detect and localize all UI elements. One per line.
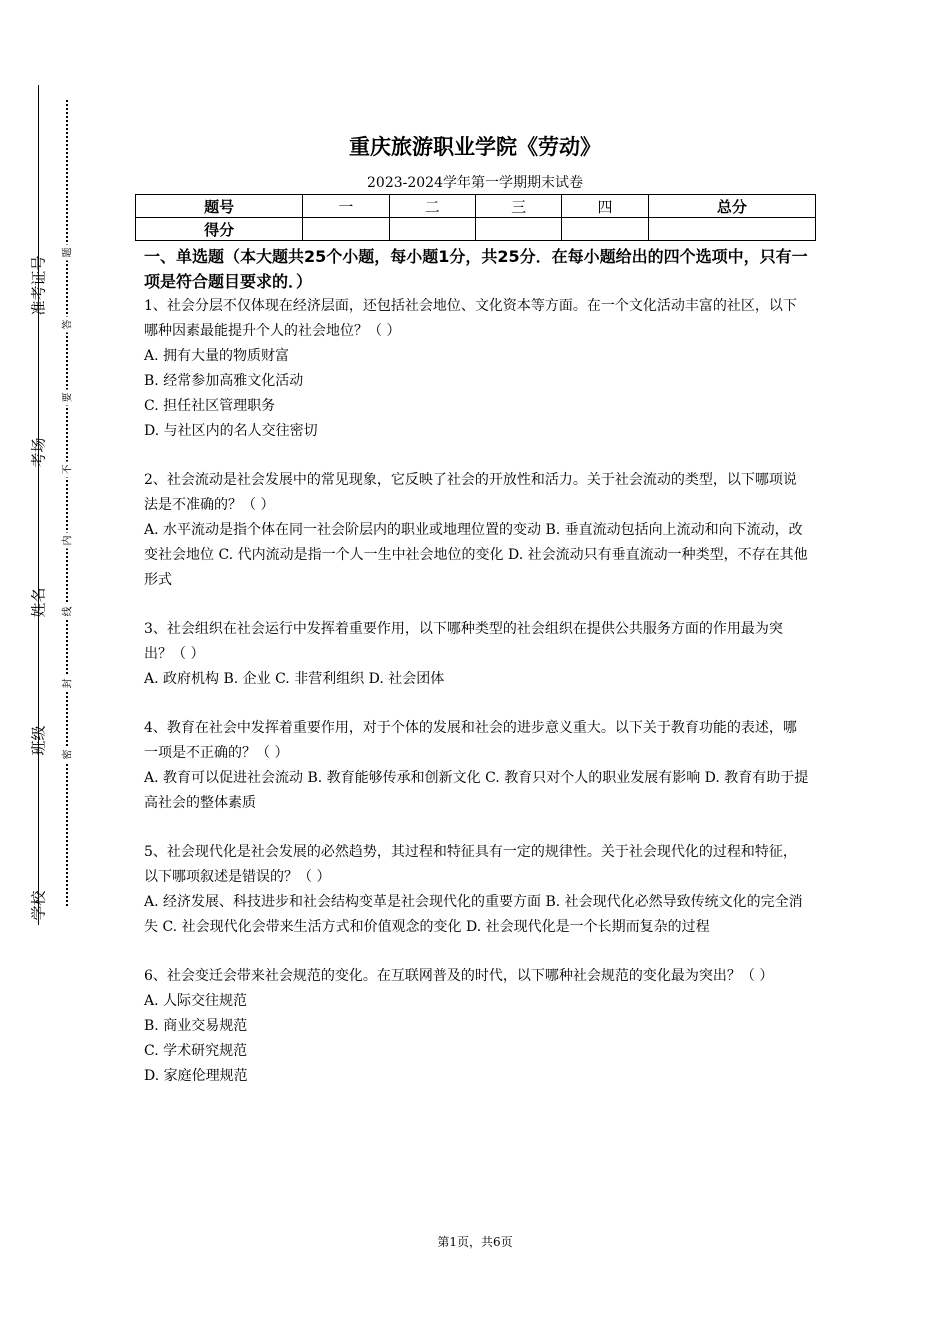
binding-label-exam-room: 考场 bbox=[29, 437, 48, 468]
question-option: A. 人际交往规范 bbox=[144, 993, 248, 1009]
seal-char: 线 bbox=[59, 604, 74, 620]
question-options-inline: A. 政府机构 B. 企业 C. 非营利组织 D. 社会团体 bbox=[144, 671, 445, 687]
score-header-cell: 总分 bbox=[648, 195, 815, 218]
binding-label-exam-number: 准考证号 bbox=[29, 255, 48, 316]
question-option: B. 经常参加高雅文化活动 bbox=[144, 373, 304, 389]
page-number: 第1页，共6页 bbox=[437, 1235, 513, 1249]
binding-line bbox=[38, 85, 39, 925]
question-option: D. 与社区内的名人交往密切 bbox=[144, 423, 318, 439]
score-cell[interactable] bbox=[303, 218, 389, 241]
seal-char: 要 bbox=[59, 390, 74, 406]
binding-label-name: 姓名 bbox=[29, 587, 48, 618]
question-options-inline: A. 经济发展、科技进步和社会结构变革是社会现代化的重要方面 B. 社会现代化必然导致传统文化的完全消失 C. 社会现代化会带来生活方式和价值观念的变化 D. 社会现代化是一个长期而复杂的过程 bbox=[144, 894, 803, 935]
score-header-cell: 四 bbox=[562, 195, 648, 218]
question-options-inline: A. 教育可以促进社会流动 B. 教育能够传承和创新文化 C. 教育只对个人的职业发展有影响 D. 教育有助于提高社会的整体素质 bbox=[144, 770, 809, 811]
seal-char: 密 bbox=[59, 747, 74, 763]
question-option: C. 担任社区管理职务 bbox=[144, 398, 276, 414]
score-table-header-row bbox=[136, 195, 816, 218]
seal-char: 封 bbox=[59, 676, 74, 692]
score-header-cell: 三 bbox=[475, 195, 561, 218]
question-options-inline: A. 水平流动是指个体在同一社会阶层内的职业或地理位置的变动 B. 垂直流动包括向上流动和向下流动，改变社会地位 C. 代内流动是指一个人一生中社会地位的变化 D. 社会流动只有垂直流动一种类型，不存在其他形式 bbox=[144, 522, 808, 588]
question-stem: 1、社会分层不仅体现在经济层面，还包括社会地位、文化资本等方面。在一个文化活动丰富的社区，以下哪种因素最能提升个人的社会地位？（ ） bbox=[144, 298, 797, 339]
question-stem: 3、社会组织在社会运行中发挥着重要作用，以下哪种类型的社会组织在提供公共服务方面的作用最为突出？（ ） bbox=[144, 621, 783, 662]
score-cell[interactable] bbox=[562, 218, 648, 241]
exam-subtitle: 2023-2024学年第一学期期末试卷 bbox=[367, 175, 583, 191]
question-stem: 5、社会现代化是社会发展的必然趋势，其过程和特征具有一定的规律性。关于社会现代化的过程和特征，以下哪项叙述是错误的？（ ） bbox=[144, 844, 797, 885]
score-header-cell: 题号 bbox=[136, 195, 303, 218]
question-stem: 2、社会流动是社会发展中的常见现象，它反映了社会的开放性和活力。关于社会流动的类型，以下哪项说法是不准确的？（ ） bbox=[144, 472, 797, 513]
section-heading: 一、单选题（本大题共25个小题，每小题1分，共25分．在每小题给出的四个选项中，只有一项是符合题目要求的．） bbox=[144, 247, 808, 291]
exam-title: 重庆旅游职业学院《劳动》 bbox=[349, 135, 601, 159]
question-stem: 6、社会变迁会带来社会规范的变化。在互联网普及的时代，以下哪种社会规范的变化最为突出？（ ） bbox=[144, 968, 774, 984]
seal-char: 题 bbox=[59, 245, 74, 261]
seal-dotted-line bbox=[66, 100, 68, 906]
question-stem: 4、教育在社会中发挥着重要作用，对于个体的发展和社会的进步意义重大。以下关于教育功能的表述，哪一项是不正确的？（ ） bbox=[144, 720, 797, 761]
seal-char: 内 bbox=[59, 533, 74, 549]
seal-char: 不 bbox=[59, 462, 74, 478]
score-row-label: 得分 bbox=[136, 218, 303, 241]
score-table bbox=[135, 194, 816, 241]
score-cell[interactable] bbox=[648, 218, 815, 241]
score-cell[interactable] bbox=[475, 218, 561, 241]
score-cell[interactable] bbox=[389, 218, 475, 241]
question-option: A. 拥有大量的物质财富 bbox=[144, 348, 290, 364]
binding-label-school: 学校 bbox=[29, 890, 48, 921]
score-table-score-row bbox=[136, 218, 816, 241]
question-option: B. 商业交易规范 bbox=[144, 1018, 248, 1034]
question-option: D. 家庭伦理规范 bbox=[144, 1068, 248, 1084]
score-header-cell: 一 bbox=[303, 195, 389, 218]
seal-char: 答 bbox=[59, 317, 74, 333]
exam-content bbox=[144, 244, 810, 1089]
score-header-cell: 二 bbox=[389, 195, 475, 218]
question-option: C. 学术研究规范 bbox=[144, 1043, 248, 1059]
binding-label-class: 班级 bbox=[29, 725, 48, 756]
